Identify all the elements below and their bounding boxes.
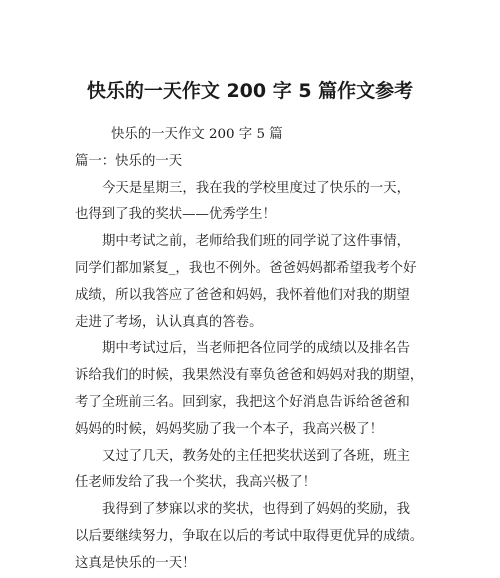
paragraph-line: 我得到了梦寐以求的奖状，也得到了妈妈的奖励，我 bbox=[102, 502, 410, 518]
document-body bbox=[75, 122, 425, 578]
paragraph-line: 妈妈的时候，妈妈奖励了我一个本子，我高兴极了！ bbox=[75, 421, 383, 437]
paragraph-line: 也得到了我的奖状——优秀学生！ bbox=[75, 207, 276, 223]
paragraph-line: 走进了考场，认认真真的答卷。 bbox=[75, 314, 263, 330]
paragraph-line: 这真是快乐的一天！ bbox=[75, 555, 196, 571]
section-heading: 篇一：快乐的一天 bbox=[75, 153, 183, 169]
paragraph-line: 同学们都加紧复_，我也不例外。爸爸妈妈都希望我考个好 bbox=[75, 260, 417, 276]
paragraph-line: 任老师发给了我一个奖状，我高兴极了！ bbox=[75, 475, 317, 491]
paragraph-line: 期中考试之前，老师给我们班的同学说了这件事情， bbox=[102, 234, 410, 250]
paragraph-line: 又过了几天，教务处的主任把奖状送到了各班，班主 bbox=[102, 448, 410, 464]
paragraph-line: 成绩，所以我答应了爸爸和妈妈，我怀着他们对我的期望 bbox=[75, 287, 410, 303]
paragraph-line: 以后要继续努力，争取在以后的考试中取得更优异的成绩。 bbox=[75, 528, 424, 544]
subtitle-line: 快乐的一天作文 200 字 5 篇 bbox=[111, 127, 283, 142]
paragraph-line: 今天是星期三，我在我的学校里度过了快乐的一天， bbox=[102, 180, 410, 196]
document-title: 快乐的一天作文 200 字 5 篇作文参考 bbox=[86, 80, 414, 102]
paragraph-line: 诉给我们的时候，我果然没有辜负爸爸和妈妈对我的期望， bbox=[75, 368, 424, 384]
paragraph-line: 期中考试过后，当老师把各位同学的成绩以及排名告 bbox=[102, 341, 410, 357]
paragraph-line: 考了全班前三名。回到家，我把这个好消息告诉给爸爸和 bbox=[75, 394, 410, 410]
